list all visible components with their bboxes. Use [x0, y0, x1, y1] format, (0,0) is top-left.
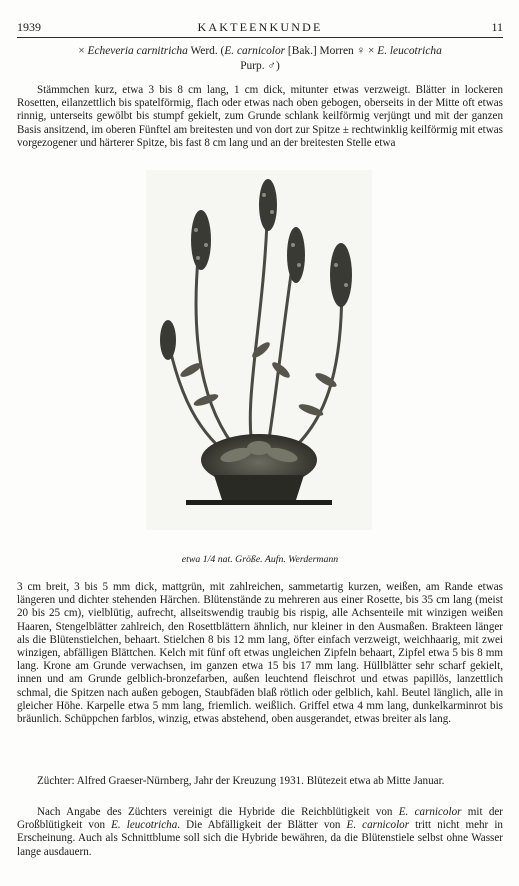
- intro-paragraph: Stämmchen kurz, etwa 3 bis 8 cm lang, 1 cm dick, mitunter etwas verzweigt. Blätter in lockeren Rosetten, eilanzettlich bis spatelförmig, flach oder etwas nach oben gebogen, oberseits in der Mitte oft etwas rinnig, unterseits gewölbt bis stumpf gekielt, zum Grunde schlank keilförmig verjüngt und mit der ganzen Basis ansitzend, im oberen Fünftel am breitesten und von dort zur Spitze ± rechtwinklig keilförmig mit etwas vorgezogener und härterer Spitze, bis fast 8 cm lang und an der breitesten Stelle etwa: [17, 84, 503, 149]
- header-rule: [17, 37, 503, 38]
- header-year: 1939: [17, 20, 41, 34]
- title-author: Werd. (: [187, 45, 225, 57]
- echeveria-plant-image: [146, 170, 372, 530]
- title-parent1: E. carnicolor: [224, 45, 286, 57]
- closing-text-2: mit der Großblütigkeit von: [17, 806, 503, 832]
- closing-text-1: Nach Angabe des Züchters vereinigt die Hybride die Reichblütigkeit von: [37, 806, 399, 818]
- title-prefix: ×: [78, 45, 85, 57]
- closing-text-4: tritt nicht mehr in Erscheinung. Auch als Schnittblume soll sich die Hybride bewähren, da die Blütenstiele selbst ohne Wasser lange ausdauern.: [17, 819, 503, 858]
- plant-photograph: [146, 170, 372, 530]
- closing-paragraph: [17, 806, 503, 859]
- page-header: [17, 20, 503, 36]
- closing-species-1: E. carnicolor: [398, 806, 462, 818]
- closing-species-2: E. leucotricha: [111, 819, 178, 832]
- header-page-number: 11: [491, 20, 503, 34]
- title-parent1-author: [Bak.] Morren ♀ ×: [285, 45, 378, 57]
- closing-species-3: E. carnicolor: [346, 819, 410, 832]
- title-line2: Purp. ♂): [240, 60, 280, 72]
- title-species: Echeveria carnitricha: [87, 45, 188, 57]
- breeder-paragraph: Züchter: Alfred Graeser-Nürnberg, Jahr der Kreuzung 1931. Blütezeit etwa ab Mitte Januar.: [37, 775, 445, 787]
- title-parent2: E. leucotricha: [377, 45, 442, 57]
- photo-caption: etwa 1/4 nat. Größe. Aufn. Werdermann: [181, 554, 339, 565]
- closing-text-3: . Die Abfälligkeit der Blätter von: [177, 819, 347, 832]
- species-title: [17, 44, 503, 74]
- header-journal-title: KAKTEENKUNDE: [197, 20, 323, 34]
- description-paragraph: 3 cm breit, 3 bis 5 mm dick, mattgrün, mit zahlreichen, sammetartig kurzen, weißen, am Rande etwas längeren und dichter stehenden Härchen. Blütenstände zu mehreren aus einer Rosette, bis 35 cm lang (meist 20 bis 25 cm), vielblütig, aufrecht, allseitswendig traubig bis rispig, alle Achsenteile mit winzigen weißen Haaren, Stengelblätter zahlreich, den Rosettblättern ähnlich, nur kleiner in den Ausmaßen. Brakteen länger als die Blütenstielchen, behaart. Stielchen 8 bis 12 mm lang, öfter einfach verzweigt, weichhaarig, mit zwei winzigen, abfälligen Blättchen. Kelch mit fünf oft etwas ungleichen Zipfeln behaart, Zipfel etwa 5 bis 8 mm lang. Krone am Grunde verwachsen, im ganzen etwa 15 bis 17 mm lang. Hüllblätter sehr scharf gekielt, innen und am Grunde gelblich-bronzefarben, außen leuchtend fleischrot und etwas papillös, lanzettlich schmal, die Spitzen nach außen gebogen, Staubfäden blaß rötlich oder gelblich, kahl. Beutel länglich, alle in gleicher Höhe. Karpelle etwa 5 mm lang, friemlich. weißlich. Griffel etwa 4 mm lang, dunkelkarminrot bis bräunlich. Schüppchen farblos, winzig, etwas abstehend, oben ausgerandet, etwas breiter als lang.: [17, 581, 503, 726]
